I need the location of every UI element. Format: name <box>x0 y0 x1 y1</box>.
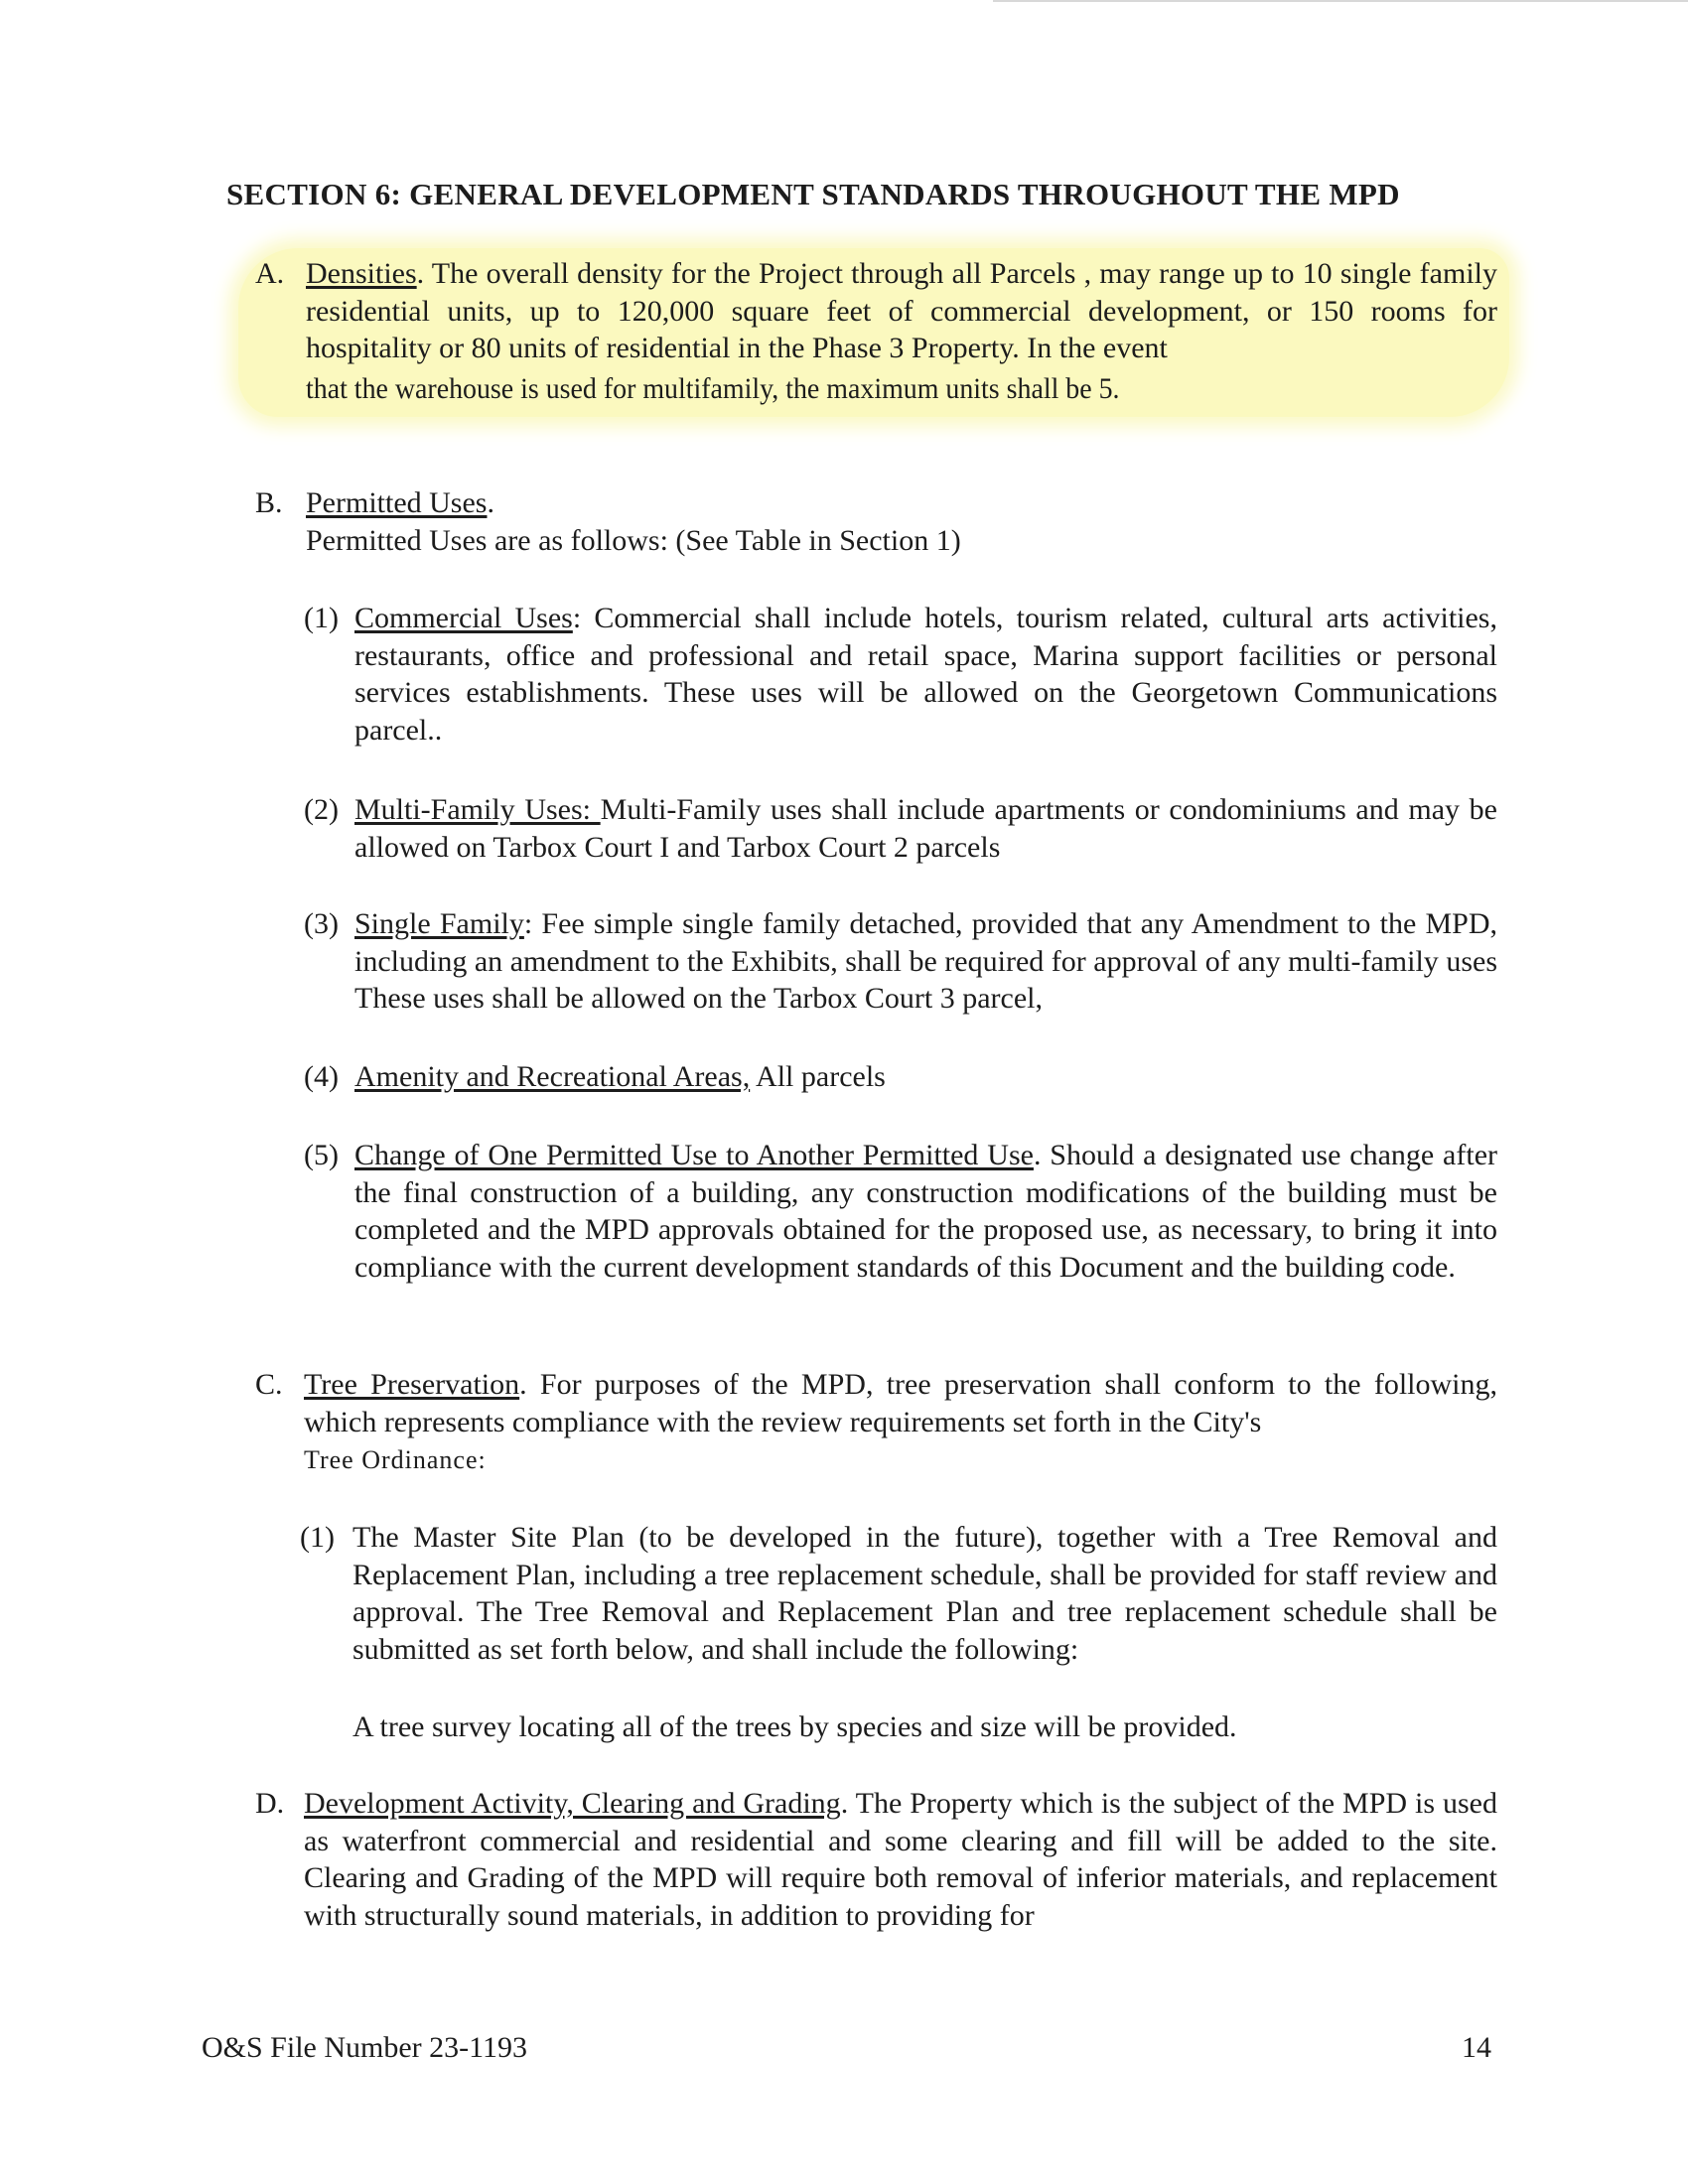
section-b-heading: Permitted Uses <box>306 486 488 519</box>
b-item-1 <box>354 600 1497 749</box>
c-item-1: The Master Site Plan (to be developed in the future), together with a Tree Removal and Replacement Plan, including a tree replacement schedule, shall be provided for staff review and approval. The Tree Removal and Replacement Plan and tree replacement schedule shall be submitted as set forth below, and shall include the following: <box>352 1521 1497 1666</box>
b-item-4-heading: Amenity and Recreational Areas, <box>354 1060 751 1093</box>
b-item-5-text: . Should a designated use change after the final construction of a building, any construction modifications of the building must be completed and the MPD approvals obtained for the proposed use, as necessary, to bring it into compliance with the current development standards of this Document and the building code. <box>354 1139 1497 1284</box>
section-a-heading: Densities <box>306 257 417 290</box>
footer-page-number: 14 <box>1462 2031 1491 2064</box>
section-d-heading: Development Activity, Clearing and Grading <box>304 1787 841 1820</box>
b-item-1-heading: Commercial Uses <box>354 602 573 634</box>
section-d-body: . The Property which is the subject of the MPD is used as waterfront commercial and residential and some clearing and fill will be added to the site. Clearing and Grading of the MPD will require both removal of inferior materials, and replacement with structurally sound materials, in addition to providing for <box>304 1787 1498 1932</box>
footer-file-number: O&S File Number 23-1193 <box>202 2031 528 2064</box>
b-item-2 <box>354 791 1497 866</box>
c-tree-survey: A tree survey locating all of the trees by species and size will be provided. <box>352 1710 1237 1743</box>
section-c-heading: Tree Preservation <box>304 1368 520 1401</box>
b-item-1-text: : Commercial shall include hotels, tourism related, cultural arts activities, restaurants, office and professional and retail space, Marina support facilities or personal services establishments. These uses will be allowed on the Georgetown Communications parcel.. <box>354 602 1497 747</box>
b-item-4-text: All parcels <box>750 1060 886 1093</box>
b-item-2-heading: Multi-Family Uses: <box>354 793 601 826</box>
b-item-3 <box>354 905 1497 1018</box>
section-a-text <box>306 255 1497 367</box>
b-item-2-num: (2) <box>304 793 339 826</box>
section-c-tail: Tree Ordinance: <box>304 1445 487 1474</box>
section-c-body: . For purposes of the MPD, tree preservation shall conform to the following, which represents compliance with the review requirements set forth in the City's <box>304 1368 1497 1438</box>
b-item-4-num: (4) <box>304 1060 339 1093</box>
b-item-1-num: (1) <box>304 602 339 634</box>
section-d-text <box>304 1785 1497 1934</box>
section-title: SECTION 6: GENERAL DEVELOPMENT STANDARDS THROUGHOUT THE MPD <box>226 177 1400 211</box>
section-c-label: C. <box>255 1368 283 1401</box>
section-a-label: A. <box>255 257 285 290</box>
b-item-5 <box>354 1137 1497 1286</box>
section-a-body: . The overall density for the Project through all Parcels , may range up to 10 single family residential units, up to 120,000 square feet of commercial development, or 150 rooms for hospitality or 80 units of residential in the Phase 3 Property. In the event <box>306 257 1497 364</box>
section-d-label: D. <box>255 1787 285 1820</box>
section-b-label: B. <box>255 486 283 519</box>
b-item-2-text: Multi-Family uses shall include apartments or condominiums and may be allowed on Tarbox Court I and Tarbox Court 2 parcels <box>354 793 1497 864</box>
section-b-heading-line <box>306 484 494 522</box>
b-item-3-num: (3) <box>304 907 339 940</box>
section-a-body-last: that the warehouse is used for multifamily, the maximum units shall be 5. <box>306 372 1120 405</box>
b-item-4 <box>354 1058 886 1096</box>
b-item-5-num: (5) <box>304 1139 339 1171</box>
section-b-intro: Permitted Uses are as follows: (See Table in Section 1) <box>306 524 961 557</box>
c-item-1-num: (1) <box>300 1521 335 1554</box>
b-item-5-heading: Change of One Permitted Use to Another Permitted Use <box>354 1139 1034 1171</box>
scan-edge <box>993 0 1688 2</box>
section-b-heading-suffix: . <box>487 486 494 519</box>
b-item-3-text: : Fee simple single family detached, provided that any Amendment to the MPD, including an amendment to the Exhibits, shall be required for approval of any multi-family uses These uses shall be allowed on the Tarbox Court 3 parcel, <box>354 907 1497 1015</box>
section-c-text <box>304 1366 1497 1440</box>
section-a-last-line <box>306 370 1181 408</box>
b-item-3-heading: Single Family <box>354 907 524 940</box>
